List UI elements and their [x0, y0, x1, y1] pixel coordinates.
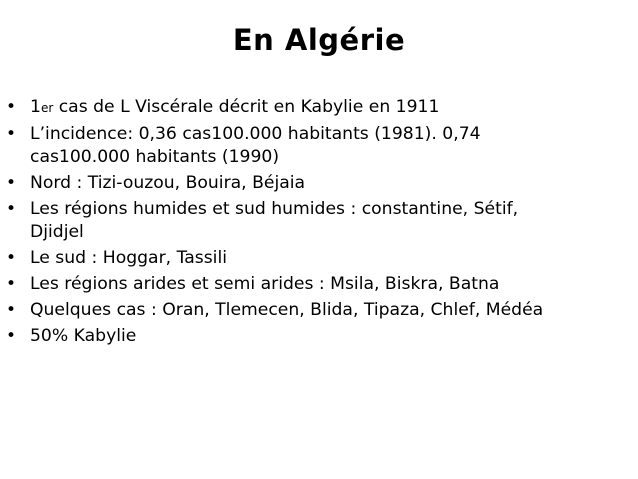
bullet-dot: • — [6, 326, 17, 346]
bullet-text-line: L’incidence: 0,36 cas100.000 habitants (1981). 0,74 — [30, 124, 481, 144]
bullet-dot: • — [6, 124, 17, 144]
bullet-prefix-ordinal: er — [40, 101, 54, 115]
bullet-text: cas de L Viscérale décrit en Kabylie en 1911 — [53, 97, 440, 117]
bullet-item — [6, 325, 634, 348]
bullet-item — [6, 96, 634, 120]
slide-title: En Algérie — [232, 23, 406, 57]
bullet-list — [6, 96, 634, 348]
bullet-item — [6, 273, 634, 296]
bullet-text: 50% Kabylie — [30, 326, 137, 346]
bullet-text: Le sud : Hoggar, Tassili — [30, 248, 227, 268]
bullet-dot: • — [6, 274, 17, 294]
bullet-text-line: cas100.000 habitants (1990) — [30, 147, 280, 167]
bullet-dot: • — [6, 199, 17, 219]
bullet-item — [6, 299, 634, 322]
bullet-text: Les régions arides et semi arides : Msila, Biskra, Batna — [30, 274, 500, 294]
bullet-text: Nord : Tizi-ouzou, Bouira, Béjaia — [30, 173, 306, 193]
bullet-dot: • — [6, 248, 17, 268]
bullet-text-line: Les régions humides et sud humides : constantine, Sétif, — [30, 199, 519, 219]
bullet-prefix: 1 — [30, 97, 41, 117]
bullet-item — [6, 198, 634, 244]
bullet-item — [6, 247, 634, 270]
bullet-text: Quelques cas : Oran, Tlemecen, Blida, Tipaza, Chlef, Médéa — [30, 300, 544, 320]
bullet-dot: • — [6, 97, 17, 117]
bullet-item — [6, 123, 634, 169]
bullet-dot: • — [6, 300, 17, 320]
bullet-text-line: Djidjel — [30, 222, 84, 242]
bullet-dot: • — [6, 173, 17, 193]
bullet-item — [6, 172, 634, 195]
